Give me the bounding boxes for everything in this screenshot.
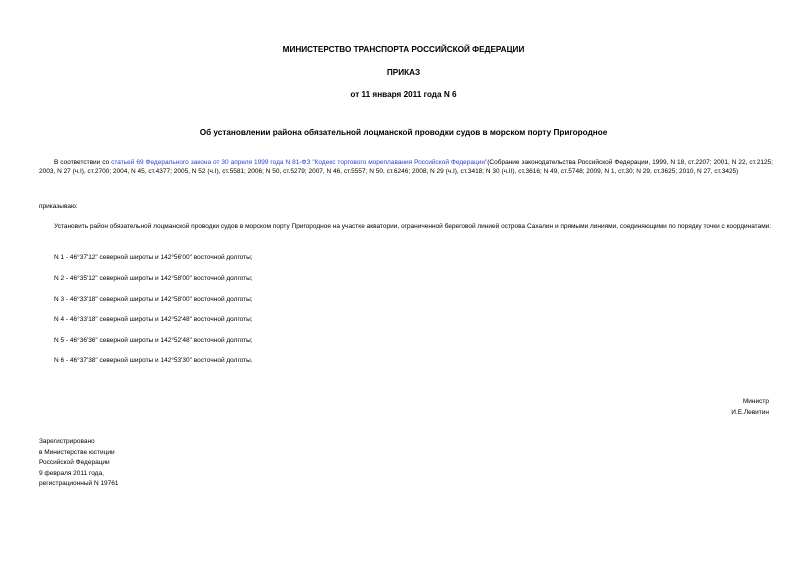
clause-text: Установить район обязательной лоцманской проводки судов в морском порту Пригородное на участке акватории, ограниченной береговой линией острова Сахалин и прямыми линиями, соединяющими по порядку точки с координатами: (54, 223, 772, 230)
order-date: от 11 января 2011 года N 6 (350, 90, 457, 99)
ministry-heading: МИНИСТЕРСТВО ТРАНСПОРТА РОССИЙСКОЙ ФЕДЕРАЦИИ (282, 45, 525, 54)
registration-line: в Министерстве юстиции (39, 448, 115, 456)
coordinate-point-5: N 5 - 46°36'36" северной широты и 142°52'48" восточной долготы; (54, 337, 253, 344)
intro-prefix: В соответствии со (54, 159, 112, 166)
registration-line: 9 февраля 2011 года, (39, 469, 104, 477)
registration-line: Российской Федерации (39, 459, 110, 466)
signatory-name: И.Е.Левитин (731, 409, 769, 416)
coordinate-point-2: N 2 - 46°35'12" северной широты и 142°58'00" восточной долготы; (54, 275, 253, 282)
clause-paragraph (39, 222, 773, 231)
order-verb: приказываю: (39, 203, 78, 210)
coordinate-point-4: N 4 - 46°33'18" северной широты и 142°52'48" восточной долготы; (54, 316, 253, 323)
coordinate-point-1: N 1 - 46°37'12" северной широты и 142°56'00" восточной долготы; (54, 254, 253, 261)
registration-line: Зарегистрировано (39, 438, 95, 445)
coordinate-point-6: N 6 - 46°37'38" северной широты и 142°53'30" восточной долготы. (54, 357, 253, 364)
intro-suffix: (Собрание законодательства Российской Федерации, 1999, N 18, ст.2207; 2001, N 22, ст.2125; 2003, N 27 (ч.I), ст.2700; 2004, N 45, ст.4377; 2005, N 52 (ч.I), ст.5581; 2006; N 50, ст.5279; 2007, N 46, ст.5557; N 50, ст.6246; 2008, N 29 (ч.I), ст.3418; N 30 (ч.II), ст.3616; N 49, ст.5748; 2009, N 1, ст.30; N 29, ст.3625; 2010, N 27, ст.3425) (39, 159, 773, 176)
signatory-title: Министр (742, 398, 769, 405)
intro-paragraph (39, 158, 773, 177)
coordinate-point-3: N 3 - 46°33'18" северной широты и 142°58'00" восточной долготы; (54, 296, 253, 303)
law-article-link[interactable]: статьей 69 Федерального закона от 30 апреля 1999 года N 81-ФЗ "Кодекс торгового мореплавания Российской Федерации" (111, 159, 488, 166)
registration-block (39, 437, 119, 490)
document-title: Об установлении района обязательной лоцманской проводки судов в морском порту Пригородное (199, 128, 608, 137)
registration-line: регистрационный N 19761 (39, 480, 119, 487)
order-heading: ПРИКАЗ (386, 68, 421, 77)
